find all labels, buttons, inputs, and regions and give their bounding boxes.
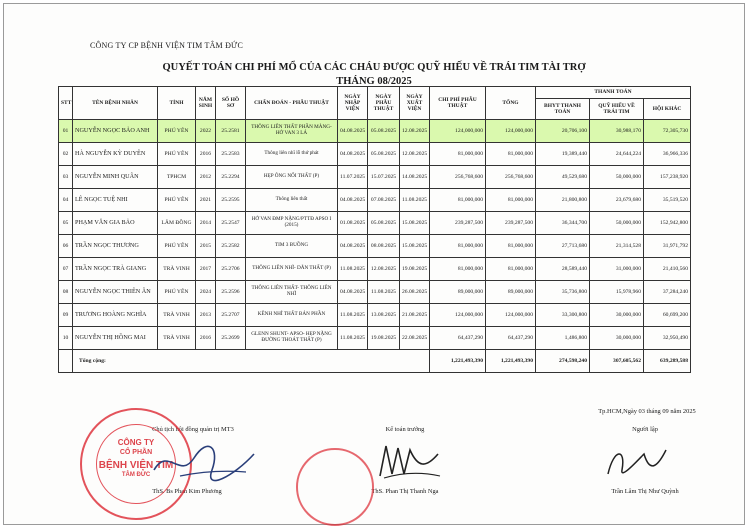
table-row <box>59 166 691 189</box>
row-other: 31,971,792 <box>644 235 691 258</box>
row-stt: 05 <box>59 212 73 235</box>
row-province: PHÚ YÊN <box>158 120 196 143</box>
row-other: 157,238,920 <box>644 166 691 189</box>
row-diagnosis: KÊNH NHĨ THẤT BÁN PHẦN <box>246 304 338 327</box>
row-province: TRÀ VINH <box>158 258 196 281</box>
row-other: 36,966,336 <box>644 143 691 166</box>
totals-row <box>59 350 691 373</box>
row-admit-date: 11.08.2025 <box>338 327 368 350</box>
row-patient-name: TRẦN NGỌC THƯƠNG <box>73 235 158 258</box>
chairman-title: Chủ tịch hội đồng quản trị MT3 <box>152 426 234 433</box>
table-row <box>59 327 691 350</box>
row-stt: 06 <box>59 235 73 258</box>
chief-accountant-signature <box>374 438 444 482</box>
row-diagnosis: Thông liên nhĩ lỗ thứ phát <box>246 143 338 166</box>
table-row <box>59 304 691 327</box>
table-row <box>59 189 691 212</box>
row-discharge-date: 15.08.2025 <box>400 212 430 235</box>
row-stt: 04 <box>59 189 73 212</box>
row-province: PHÚ YÊN <box>158 189 196 212</box>
row-fund: 30,000,000 <box>590 304 644 327</box>
row-other: 72,305,730 <box>644 120 691 143</box>
row-bhyt: 49,529,680 <box>536 166 590 189</box>
header-province: TỈNH <box>158 87 196 120</box>
row-diagnosis: TIM 3 BUỒNG <box>246 235 338 258</box>
row-stt: 10 <box>59 327 73 350</box>
row-province: PHÚ YÊN <box>158 281 196 304</box>
row-surgery-cost: 124,000,000 <box>430 304 486 327</box>
totals-surgery-cost: 1,221,493,390 <box>430 350 486 373</box>
totals-label: Tổng cộng: <box>73 350 430 373</box>
row-birth-year: 2014 <box>196 212 216 235</box>
row-fund: 30,000,000 <box>590 327 644 350</box>
row-admit-date: 11.07.2025 <box>338 166 368 189</box>
table-row <box>59 235 691 258</box>
row-file-no: 25.2595 <box>216 189 246 212</box>
row-file-no: 25.2294 <box>216 166 246 189</box>
date-line: Tp.HCM,Ngày 03 tháng 09 năm 2025 <box>598 408 696 415</box>
document-title: QUYẾT TOÁN CHI PHÍ MỔ CỦA CÁC CHÁU ĐƯỢC QUỸ HIẾU VỀ TRÁI TIM TÀI TRỢ <box>162 62 586 73</box>
table-row <box>59 281 691 304</box>
row-discharge-date: 19.08.2025 <box>400 258 430 281</box>
row-surgery-cost: 81,000,000 <box>430 189 486 212</box>
totals-total: 1,221,493,390 <box>486 350 536 373</box>
row-total: 124,000,000 <box>486 304 536 327</box>
row-patient-name: NGUYỄN NGỌC THIÊN ÂN <box>73 281 158 304</box>
row-total: 239,287,500 <box>486 212 536 235</box>
preparer-signature <box>600 440 670 484</box>
row-birth-year: 2016 <box>196 327 216 350</box>
row-surgery-date: 13.08.2025 <box>368 304 400 327</box>
row-admit-date: 04.08.2025 <box>338 281 368 304</box>
row-other: 32,950,490 <box>644 327 691 350</box>
header-payment: THANH TOÁN <box>536 87 691 99</box>
row-total: 81,000,000 <box>486 235 536 258</box>
preparer-title: Người lập <box>632 426 658 433</box>
row-surgery-date: 05.08.2025 <box>368 212 400 235</box>
row-total: 89,000,000 <box>486 281 536 304</box>
row-diagnosis: THÔNG LIÊN THẤT- THÔNG LIÊN NHĨ <box>246 281 338 304</box>
row-patient-name: NGUYỄN MINH QUÂN <box>73 166 158 189</box>
row-file-no: 25.2596 <box>216 281 246 304</box>
row-surgery-date: 08.08.2025 <box>368 235 400 258</box>
table-row <box>59 143 691 166</box>
row-fund: 24,644,224 <box>590 143 644 166</box>
row-fund: 30,988,170 <box>590 120 644 143</box>
row-admit-date: 04.08.2025 <box>338 235 368 258</box>
row-surgery-cost: 81,000,000 <box>430 143 486 166</box>
row-stt: 08 <box>59 281 73 304</box>
row-birth-year: 2013 <box>196 304 216 327</box>
row-total: 81,000,000 <box>486 189 536 212</box>
row-file-no: 25.2699 <box>216 327 246 350</box>
row-discharge-date: 15.08.2025 <box>400 235 430 258</box>
row-other: 60,699,200 <box>644 304 691 327</box>
totals-fund: 307,605,562 <box>590 350 644 373</box>
row-stt: 09 <box>59 304 73 327</box>
row-fund: 50,000,000 <box>590 166 644 189</box>
totals-bhyt: 274,598,240 <box>536 350 590 373</box>
row-fund: 50,000,000 <box>590 212 644 235</box>
row-patient-name: LÊ NGỌC TUỆ NHI <box>73 189 158 212</box>
row-surgery-date: 05.08.2025 <box>368 120 400 143</box>
row-surgery-cost: 81,000,000 <box>430 258 486 281</box>
row-file-no: 25.2582 <box>216 235 246 258</box>
row-province: TPHCM <box>158 166 196 189</box>
row-bhyt: 33,300,800 <box>536 304 590 327</box>
row-birth-year: 2022 <box>196 120 216 143</box>
seal-line-3: BỆNH VIỆN TIM <box>98 460 174 471</box>
table-row <box>59 258 691 281</box>
totals-other: 639,289,588 <box>644 350 691 373</box>
header-stt: STT <box>59 87 73 120</box>
row-surgery-date: 15.07.2025 <box>368 166 400 189</box>
row-discharge-date: 12.08.2025 <box>400 143 430 166</box>
row-fund: 23,679,680 <box>590 189 644 212</box>
row-diagnosis: HỞ VAN ĐMP NẶNG/PTTĐ APSO I (2015) <box>246 212 338 235</box>
row-other: 152,942,800 <box>644 212 691 235</box>
row-diagnosis: HẸP ÔNG NỐI THẤT (P) <box>246 166 338 189</box>
header-total: TỔNG <box>486 87 536 120</box>
row-total: 124,000,000 <box>486 120 536 143</box>
row-admit-date: 04.08.2025 <box>338 143 368 166</box>
row-patient-name: PHẠM VĂN GIA BẢO <box>73 212 158 235</box>
row-birth-year: 2012 <box>196 166 216 189</box>
seal-line-1: CÔNG TY <box>117 438 155 447</box>
preparer-name: Trần Lâm Thị Như Quỳnh <box>611 488 679 495</box>
row-surgery-cost: 64,437,290 <box>430 327 486 350</box>
row-discharge-date: 26.08.2025 <box>400 281 430 304</box>
seal-line-2: CỔ PHẦN <box>119 449 153 456</box>
row-birth-year: 2024 <box>196 281 216 304</box>
row-total: 81,000,000 <box>486 258 536 281</box>
row-other: 21,410,560 <box>644 258 691 281</box>
header-discharge-date: NGÀY XUẤT VIỆN <box>400 87 430 120</box>
row-surgery-cost: 81,000,000 <box>430 235 486 258</box>
table-row <box>59 120 691 143</box>
row-stt: 03 <box>59 166 73 189</box>
row-diagnosis: THÔNG LIÊN NHĨ- DÃN THẤT (P) <box>246 258 338 281</box>
row-discharge-date: 21.08.2025 <box>400 304 430 327</box>
row-bhyt: 20,706,100 <box>536 120 590 143</box>
row-birth-year: 2016 <box>196 143 216 166</box>
row-discharge-date: 11.08.2025 <box>400 189 430 212</box>
row-fund: 31,000,000 <box>590 258 644 281</box>
row-patient-name: NGUYỄN NGỌC BẢO ANH <box>73 120 158 143</box>
row-admit-date: 11.08.2025 <box>338 304 368 327</box>
chief-accountant-title: Kế toán trưởng <box>385 426 425 433</box>
row-surgery-date: 07.08.2025 <box>368 189 400 212</box>
row-bhyt: 21,800,800 <box>536 189 590 212</box>
row-file-no: 25.2706 <box>216 258 246 281</box>
row-file-no: 25.2707 <box>216 304 246 327</box>
row-surgery-date: 05.08.2025 <box>368 143 400 166</box>
chairman-name: ThS. Bs Phan Kim Phương <box>152 488 222 495</box>
row-surgery-cost: 239,287,500 <box>430 212 486 235</box>
row-diagnosis: GLENN SHUNT- APSO- HẸP NẶNG ĐƯỜNG THOÁT THẤT (P) <box>246 327 338 350</box>
partial-seal <box>296 448 374 526</box>
row-admit-date: 04.08.2025 <box>338 189 368 212</box>
company-name: CÔNG TY CP BỆNH VIỆN TIM TÂM ĐỨC <box>90 41 243 50</box>
row-file-no: 25.2581 <box>216 120 246 143</box>
header-file-no: SỐ HỒ SƠ <box>216 87 246 120</box>
row-discharge-date: 14.08.2025 <box>400 166 430 189</box>
row-bhyt: 19,389,440 <box>536 143 590 166</box>
settlement-table <box>58 86 691 373</box>
header-bhyt: BHYT THANH TOÁN <box>536 99 590 120</box>
seal-line-4: TÂM ĐỨC <box>121 472 151 478</box>
row-admit-date: 11.08.2025 <box>338 258 368 281</box>
row-file-no: 25.2583 <box>216 143 246 166</box>
chairman-signature <box>150 440 260 486</box>
header-fund: QUỸ HIẾU VỀ TRÁI TIM <box>590 99 644 120</box>
row-total: 81,000,000 <box>486 143 536 166</box>
row-bhyt: 1,486,800 <box>536 327 590 350</box>
row-other: 35,519,520 <box>644 189 691 212</box>
row-surgery-cost: 89,000,000 <box>430 281 486 304</box>
row-province: TRÀ VINH <box>158 304 196 327</box>
row-patient-name: HÀ NGUYỄN KỲ DUYÊN <box>73 143 158 166</box>
row-surgery-date: 11.08.2025 <box>368 281 400 304</box>
row-stt: 01 <box>59 120 73 143</box>
row-fund: 21,314,528 <box>590 235 644 258</box>
header-admit-date: NGÀY NHẬP VIỆN <box>338 87 368 120</box>
row-patient-name: TRƯƠNG HOÀNG NGHĨA <box>73 304 158 327</box>
row-total: 64,437,290 <box>486 327 536 350</box>
row-province: PHÚ YÊN <box>158 235 196 258</box>
header-birth-year: NĂM SINH <box>196 87 216 120</box>
row-birth-year: 2017 <box>196 258 216 281</box>
row-surgery-date: 12.08.2025 <box>368 258 400 281</box>
header-other: HỘI KHÁC <box>644 99 691 120</box>
document-subtitle: THÁNG 08/2025 <box>336 76 412 87</box>
row-birth-year: 2021 <box>196 189 216 212</box>
row-diagnosis: THÔNG LIÊN THẤT PHẦN MÀNG- HỞ VAN 3 LÁ <box>246 120 338 143</box>
table-row <box>59 212 691 235</box>
row-admit-date: 01.08.2025 <box>338 212 368 235</box>
header-diagnosis: CHẨN ĐOÁN - PHẪU THUẬT <box>246 87 338 120</box>
row-province: LÂM ĐỒNG <box>158 212 196 235</box>
row-bhyt: 28,589,440 <box>536 258 590 281</box>
row-patient-name: NGUYỄN THỊ HỒNG MAI <box>73 327 158 350</box>
row-admit-date: 04.08.2025 <box>338 120 368 143</box>
row-stt: 07 <box>59 258 73 281</box>
chief-accountant-name: ThS. Phan Thị Thanh Nga <box>371 488 439 495</box>
row-bhyt: 35,736,800 <box>536 281 590 304</box>
header-surgery-date: NGÀY PHẪU THUẬT <box>368 87 400 120</box>
header-surgery-cost: CHI PHÍ PHẪU THUẬT <box>430 87 486 120</box>
row-total: 256,768,600 <box>486 166 536 189</box>
row-diagnosis: Thông liên thất <box>246 189 338 212</box>
header-name: TÊN BỆNH NHÂN <box>73 87 158 120</box>
row-surgery-cost: 124,000,000 <box>430 120 486 143</box>
row-surgery-date: 19.08.2025 <box>368 327 400 350</box>
row-patient-name: TRẦN NGỌC TRÀ GIANG <box>73 258 158 281</box>
row-fund: 15,978,960 <box>590 281 644 304</box>
row-bhyt: 27,713,680 <box>536 235 590 258</box>
row-birth-year: 2015 <box>196 235 216 258</box>
row-file-no: 25.2547 <box>216 212 246 235</box>
row-stt: 02 <box>59 143 73 166</box>
row-bhyt: 36,344,700 <box>536 212 590 235</box>
row-province: PHÚ YÊN <box>158 143 196 166</box>
row-other: 37,284,240 <box>644 281 691 304</box>
row-surgery-cost: 256,768,600 <box>430 166 486 189</box>
row-province: TRÀ VINH <box>158 327 196 350</box>
row-discharge-date: 12.08.2025 <box>400 120 430 143</box>
row-discharge-date: 22.08.2025 <box>400 327 430 350</box>
